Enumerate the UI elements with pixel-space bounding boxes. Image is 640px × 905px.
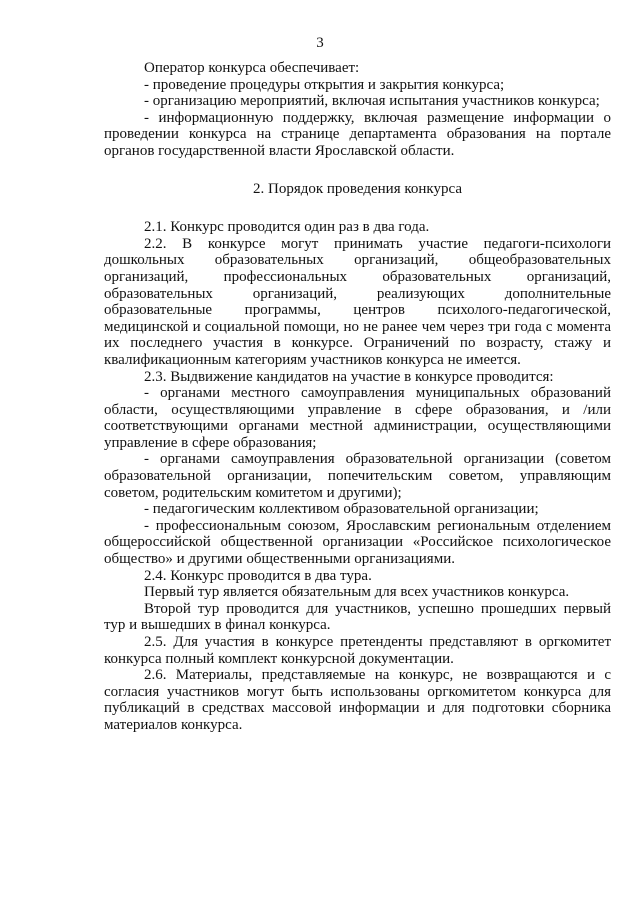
paragraph-2-5: 2.5. Для участия в конкурсе претенденты представляют в оргкомитет конкурса полный комплект конкурсной документации. <box>104 634 611 667</box>
document-body <box>104 60 611 734</box>
page-number: 3 <box>316 35 324 51</box>
paragraph-2-3-item-b: - органами самоуправления образовательной организации (советом образовательной организации, попечительским советом, управляющим советом, родительским комитетом и другими); <box>104 451 611 501</box>
operator-item-1: - проведение процедуры открытия и закрытия конкурса; <box>144 76 505 93</box>
paragraph-2-3-item-d: - профессиональным союзом, Ярославским региональным отделением общероссийской общественной организации «Российское психологическое общество» и другими общественными организациями. <box>104 517 611 568</box>
paragraph-2-4-second-round: Второй тур проводится для участников, успешно прошедших первый тур и вышедших в финал конкурса. <box>104 600 611 634</box>
paragraph-2-1: 2.1. Конкурс проводится один раз в два года. <box>144 219 430 236</box>
section-title: 2. Порядок проведения конкурса <box>252 180 462 197</box>
operator-item-2: - организацию мероприятий, включая испытания участников конкурса; <box>144 93 600 110</box>
paragraph-2-3-item-c: - педагогическим коллективом образовательной организации; <box>144 501 539 518</box>
paragraph-2-4: 2.4. Конкурс проводится в два тура. <box>144 567 372 584</box>
operator-item-3: - информационную поддержку, включая размещение информации о проведении конкурса на странице департамента образования на портале органов государственной власти Ярославской области. <box>104 109 611 159</box>
paragraph-2-6: 2.6. Материалы, представляемые на конкурс, не возвращаются и с согласия участников могут быть использованы оргкомитетом конкурса для публикаций в средствах массовой информации и для подготовки сборника материалов конкурса. <box>104 667 611 733</box>
paragraph-2-4-first-round: Первый тур является обязательным для всех участников конкурса. <box>144 584 570 601</box>
paragraph-2-3-item-a: - органами местного самоуправления муниципальных образований области, осуществляющими управление в сфере образования, и /или соответствующими органами местной администрации, осуществляющими управление в сфере образования; <box>104 385 611 451</box>
paragraph-2-2: 2.2. В конкурсе могут принимать участие педагоги-психологи дошкольных образовательных организаций, общеобразовательных организаций, профессиональных образовательных организаций, образовательных организаций, реализующих дополнительные образовательные программы, центров психолого-педагогической, медицинской и социальной помощи, но не ранее чем через три года с момента их последнего участия в конкурсе. Ограничений по возрасту, стажу и квалификационным категориям участников конкурса не имеется. <box>104 235 611 368</box>
paragraph-2-3: 2.3. Выдвижение кандидатов на участие в конкурсе проводится: <box>144 368 554 385</box>
operator-intro: Оператор конкурса обеспечивает: <box>144 60 360 76</box>
